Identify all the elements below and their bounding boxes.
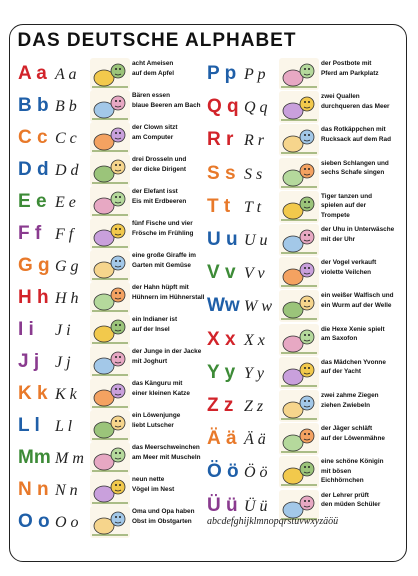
caption-line: Bären essen — [132, 92, 171, 99]
letter-caption — [321, 391, 403, 410]
illustration-image — [90, 218, 130, 250]
letter-caption — [132, 315, 214, 334]
letter-cursive: J i — [55, 322, 71, 339]
caption-line: fünf Fische und vier — [132, 220, 193, 227]
caption-line: auf der Insel — [132, 325, 170, 333]
illustration-image — [279, 456, 319, 488]
letter-caption — [132, 475, 214, 494]
caption-line: drei Drosseln und — [132, 156, 187, 163]
letter-cursive: S s — [244, 165, 263, 183]
caption-line: das Meerschweinchen — [132, 444, 200, 451]
caption-line: ein Wurm auf der Welle — [321, 301, 392, 309]
letter-cursive: Y y — [244, 364, 264, 382]
illustration-image — [279, 224, 319, 256]
illustration-image — [90, 378, 130, 410]
illustration-image — [279, 423, 319, 455]
letter-caption — [132, 507, 214, 526]
letter-cursive: J j — [55, 354, 71, 371]
letter-cursive: A a — [55, 66, 77, 83]
letter-caption — [132, 155, 214, 174]
caption-line: mit Joghurt — [132, 357, 168, 365]
caption-line: neun nette — [132, 476, 165, 483]
caption-line: mit der Uhr — [321, 235, 356, 243]
illustration-image — [279, 58, 319, 90]
letter-caption — [132, 219, 214, 238]
letter-cursive: W w — [244, 298, 272, 316]
caption-line: Hühnern im Hühnerstall — [132, 293, 205, 301]
caption-line: ein Löwenjunge — [132, 412, 181, 419]
letter-caption — [321, 92, 403, 111]
poster-title: DAS DEUTSCHE ALPHABET — [17, 30, 297, 51]
letter-print: X x — [207, 328, 236, 350]
caption-line: Eichhörnchen — [321, 477, 364, 485]
letter-caption — [132, 123, 214, 142]
caption-line: durchqueren das Meer — [321, 102, 390, 110]
letter-caption — [321, 258, 403, 277]
letter-print: Q q — [207, 96, 239, 118]
letter-print: O o — [18, 511, 50, 532]
letter-caption — [132, 251, 214, 270]
letter-print: N n — [18, 479, 49, 500]
caption-line: Vögel im Nest — [132, 485, 175, 493]
illustration-image — [90, 442, 130, 474]
caption-line: eine schöne Königin — [321, 458, 384, 466]
illustration-image — [279, 91, 319, 123]
letter-cursive: V v — [244, 265, 265, 283]
caption-line: das Mädchen Yvonne — [321, 358, 386, 366]
letter-print: Y y — [207, 361, 236, 383]
caption-line: Oma und Opa haben — [132, 508, 195, 515]
letter-row — [18, 504, 214, 542]
letter-caption — [321, 225, 403, 244]
illustration-image — [279, 257, 319, 289]
letter-caption — [132, 379, 214, 398]
letter-cursive: Q q — [244, 99, 268, 117]
caption-line: Frösche im Frühling — [132, 229, 194, 237]
letter-print: Ä ä — [207, 428, 237, 450]
letter-print: Ü ü — [207, 494, 238, 516]
caption-line: auf der Yacht — [321, 368, 362, 376]
letter-print: R r — [207, 129, 234, 151]
letter-cursive: K k — [55, 386, 77, 403]
letter-print: G g — [18, 255, 50, 276]
letter-caption — [132, 283, 214, 302]
letter-print: I i — [18, 319, 34, 340]
letter-print: T t — [207, 195, 231, 217]
letter-caption — [132, 411, 214, 430]
letter-cursive: C c — [55, 130, 77, 147]
letter-print: K k — [18, 383, 48, 404]
illustration-image — [279, 158, 319, 190]
caption-line: der Postbote mit — [321, 60, 372, 67]
letter-print: P p — [207, 63, 237, 84]
letter-caption — [132, 443, 214, 462]
illustration-image — [90, 186, 130, 218]
letter-cursive: O o — [55, 514, 79, 531]
illustration-image — [90, 122, 130, 154]
letter-cursive: N n — [55, 482, 78, 499]
illustration-image — [90, 506, 130, 538]
letter-print: Z z — [207, 395, 234, 416]
letter-print: E e — [18, 191, 47, 212]
letter-cursive: B b — [55, 98, 77, 115]
letter-cursive: T t — [244, 198, 262, 216]
letter-caption — [321, 424, 403, 443]
caption-line: ein Indianer ist — [132, 316, 178, 323]
caption-line: ziehen Zwiebeln — [321, 401, 371, 409]
caption-line: spielen auf der — [321, 202, 367, 210]
letter-cursive: F f — [55, 226, 74, 243]
caption-line: Tiger tanzen und — [321, 192, 373, 200]
caption-line: ein weißer Walfisch und — [321, 292, 394, 300]
letter-cursive: D d — [55, 162, 79, 179]
caption-line: eine große Giraffe im — [132, 252, 196, 259]
caption-line: am Computer — [132, 133, 174, 141]
caption-line: Pferd am Parkplatz — [321, 69, 379, 77]
cursive-alphabet: abcdefghijklmnopqrstuvwxyzäöü — [207, 516, 339, 527]
letter-caption — [321, 491, 403, 510]
caption-line: am Meer mit Muscheln — [132, 453, 201, 461]
caption-line: der Lehrer prüft — [321, 491, 369, 499]
caption-line: violette Veilchen — [321, 268, 372, 276]
caption-line: der Vogel verkauft — [321, 259, 377, 267]
illustration-image — [90, 314, 130, 346]
caption-line: Rucksack auf dem Rad — [321, 135, 391, 143]
letter-print: F f — [18, 223, 42, 244]
caption-line: die Hexe Xenie spielt — [321, 325, 385, 333]
caption-line: Eis mit Erdbeeren — [132, 197, 187, 205]
caption-line: acht Ameisen — [132, 60, 174, 67]
caption-line: Garten mit Gemüse — [132, 261, 191, 269]
letter-print: A a — [18, 63, 47, 84]
letter-print: D d — [18, 159, 49, 180]
letter-caption — [321, 358, 403, 377]
illustration-image — [90, 410, 130, 442]
caption-line: zwei zahme Ziegen — [321, 392, 379, 399]
letter-cursive: Ö ö — [244, 464, 268, 482]
letter-cursive: P p — [244, 66, 266, 83]
caption-line: auf dem Apfel — [132, 69, 175, 77]
letter-print: V v — [207, 262, 236, 284]
letter-caption — [132, 59, 214, 78]
letter-cursive: E e — [55, 194, 76, 211]
caption-line: der Hahn hüpft mit — [132, 284, 189, 291]
illustration-image — [279, 324, 319, 356]
letter-print: L l — [18, 415, 40, 436]
caption-line: Obst im Obstgarten — [132, 517, 192, 525]
letter-cursive: M m — [55, 450, 84, 467]
caption-line: das Rotkäppchen mit — [321, 126, 386, 134]
illustration-image — [90, 474, 130, 506]
letter-print: Mm — [18, 447, 51, 468]
letter-print: S s — [207, 162, 236, 184]
illustration-image — [90, 90, 130, 122]
illustration-image — [279, 390, 319, 422]
illustration-image — [90, 282, 130, 314]
letter-print: H h — [18, 287, 49, 308]
letter-caption — [321, 457, 403, 486]
letter-caption — [321, 59, 403, 78]
caption-line: der Uhu in Unterwäsche — [321, 226, 395, 233]
illustration-image — [279, 124, 319, 156]
caption-line: am Saxofon — [321, 335, 358, 343]
letter-caption — [321, 192, 403, 221]
illustration-image — [90, 346, 130, 378]
caption-line: das Känguru mit — [132, 380, 183, 387]
illustration-image — [279, 290, 319, 322]
illustration-image — [279, 357, 319, 389]
letter-cursive: X x — [244, 331, 265, 349]
letter-cursive: L l — [55, 418, 73, 435]
caption-line: sechs Schafe singen — [321, 169, 385, 177]
caption-line: der Jäger schläft — [321, 425, 373, 433]
letter-cursive: U u — [244, 232, 268, 249]
caption-line: einer kleinen Katze — [132, 389, 190, 397]
letter-print: Ww — [207, 295, 240, 317]
letter-print: U u — [207, 229, 238, 250]
caption-line: sieben Schlangen und — [321, 159, 389, 167]
letter-caption — [321, 159, 403, 178]
letter-caption — [132, 187, 214, 206]
letter-cursive: H h — [55, 290, 79, 307]
illustration-image — [279, 191, 319, 223]
letter-cursive: R r — [244, 132, 264, 150]
letter-caption — [321, 291, 403, 310]
caption-line: zwei Quallen — [321, 93, 360, 101]
caption-line: der Clown sitzt — [132, 124, 178, 131]
illustration-image — [90, 154, 130, 186]
letter-cursive: Ä ä — [244, 431, 266, 449]
caption-line: den müden Schüler — [321, 501, 381, 509]
letter-print: C c — [18, 127, 48, 148]
letter-caption — [132, 347, 214, 366]
caption-line: auf der Löwenmähne — [321, 434, 385, 442]
caption-line: liebt Lutscher — [132, 421, 174, 429]
caption-line: blaue Beeren am Bach — [132, 101, 201, 109]
illustration-image — [90, 250, 130, 282]
caption-line: Trompete — [321, 211, 350, 219]
illustration-image — [90, 58, 130, 90]
letter-print: B b — [18, 95, 49, 116]
caption-line: der dicke Dirigent — [132, 165, 186, 173]
letter-print: Ö ö — [207, 461, 239, 483]
letter-cursive: Ü ü — [244, 497, 268, 515]
letter-print: J j — [18, 351, 40, 372]
caption-line: mit bösen — [321, 467, 352, 475]
letter-cursive: Z z — [244, 398, 264, 415]
letter-caption — [321, 325, 403, 344]
letter-caption — [321, 125, 403, 144]
letter-caption — [132, 91, 214, 110]
caption-line: der Junge in der Jacke — [132, 348, 202, 355]
caption-line: der Elefant isst — [132, 188, 178, 195]
letter-cursive: G g — [55, 258, 79, 275]
